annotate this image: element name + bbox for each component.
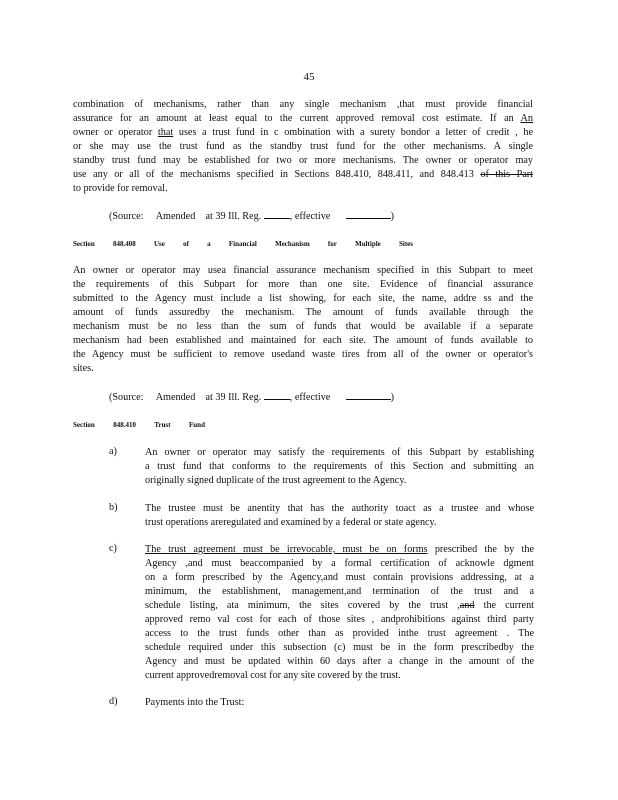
text-line: trust operations areregulated and examined by a federal or state agency. [145, 517, 437, 528]
deleted-text: of this Part [480, 169, 533, 180]
text-line: schedule listing, ata minimum, the sites covered by the trust ,and the current [145, 600, 535, 611]
blank-line [346, 390, 391, 400]
text-line: schedule required under this subsection (c) must be in the form prescribedby the [145, 642, 534, 653]
text-line: approved remo val cost for each of those sites , andprohibitions against third party [145, 614, 534, 625]
text-line: sites. [73, 363, 94, 374]
blank-line [264, 390, 290, 400]
section-heading: Section 848.410 Trust Fund [73, 421, 205, 429]
text-line: owner or operator that uses a trust fund in c ombination with a surety bondor a letter of credit , he [73, 127, 533, 138]
text-line: The trust agreement must be irrevocable, must be on forms prescribed the by the [145, 544, 534, 555]
text-line: amount of funds assuredby the mechanism. The amount of funds available through the [73, 307, 533, 318]
text-line: minimum, the establishment, management,and termination of the trust and a [145, 586, 534, 597]
deleted-text: and [459, 600, 475, 611]
blank-line [264, 209, 290, 219]
text-line: submitted to the Agency must include a list showing, for each site, the name, addre ss and the [73, 293, 533, 304]
text-line: An owner or operator may usea financial assurance mechanism specified in this Subpart to meet [73, 265, 533, 276]
text-line: Payments into the Trust: [145, 697, 245, 708]
page-number: 45 [303, 71, 315, 83]
text-line: on a form prescribed by the Agency,and must contain provisions addressing, at a [145, 572, 534, 583]
text-line: the requirements of this Subpart for more than one site. Evidence of financial assurance [73, 279, 533, 290]
text-line: to provide for removal. [73, 183, 168, 194]
text-line: a trust fund that conforms to the requirements of this Section and submitting an [145, 461, 534, 472]
subsection-label: b) [109, 502, 118, 513]
text-line: Agency and must be updated within 60 days after a change in the amount of the [145, 656, 534, 667]
text-line: combination of mechanisms, rather than any single mechanism ,that must provide financial [73, 99, 533, 110]
source-note: (Source: Amended at 39 Ill. Reg. , effective ) [109, 392, 395, 403]
text-line: access to the trust funds other than as provided inthe trust agreement . The [145, 628, 534, 639]
text-line: mechanism must be no less than the sum of funds that would be available if a separate [73, 321, 533, 332]
blank-line [346, 209, 391, 219]
text-line: the Agency must be sufficient to remove usedand waste tires from all of the owner or operator's [73, 349, 533, 360]
subsection-label: d) [109, 696, 118, 707]
inserted-text: An [520, 113, 533, 124]
text-line: The trustee must be anentity that has the authority toact as a trustee and whose [145, 503, 534, 514]
subsection-label: c) [109, 543, 117, 554]
section-paragraph [73, 264, 533, 376]
intro-paragraph [73, 98, 533, 196]
source-note: (Source: Amended at 39 Ill. Reg. , effective ) [109, 211, 395, 222]
section-heading: Section 848.408 Use of a Financial Mechanism for Multiple Sites [73, 240, 413, 248]
text-line: originally signed duplicate of the trust agreement to the Agency. [145, 475, 407, 486]
text-line: or she may use the trust fund as the standby trust fund for the other mechanisms. A single [73, 141, 533, 152]
text-line: mechanism had been established and maintained for each site. The amount of funds available to [73, 335, 533, 346]
text-line: current approvedremoval cost for any site covered by the trust. [145, 670, 401, 681]
text-line: An owner or operator may satisfy the requirements of this Subpart by establishing [145, 447, 534, 458]
inserted-text: The trust agreement must be irrevocable, must be on forms [145, 544, 428, 555]
text-line: assurance for an amount at least equal to the current approved removal cost estimate. If an An [73, 113, 533, 124]
text-line: Agency ,and must beaccompanied by a formal certification of acknowle dgment [145, 558, 534, 569]
text-line: use any or all of the mechanisms specified in Sections 848.410, 848.411, and 848.413 of this Part [73, 169, 533, 180]
inserted-text: that [157, 127, 174, 138]
subsection-label: a) [109, 446, 117, 457]
text-line: standby trust fund may be established for two or more mechanisms. The owner or operator may [73, 155, 533, 166]
